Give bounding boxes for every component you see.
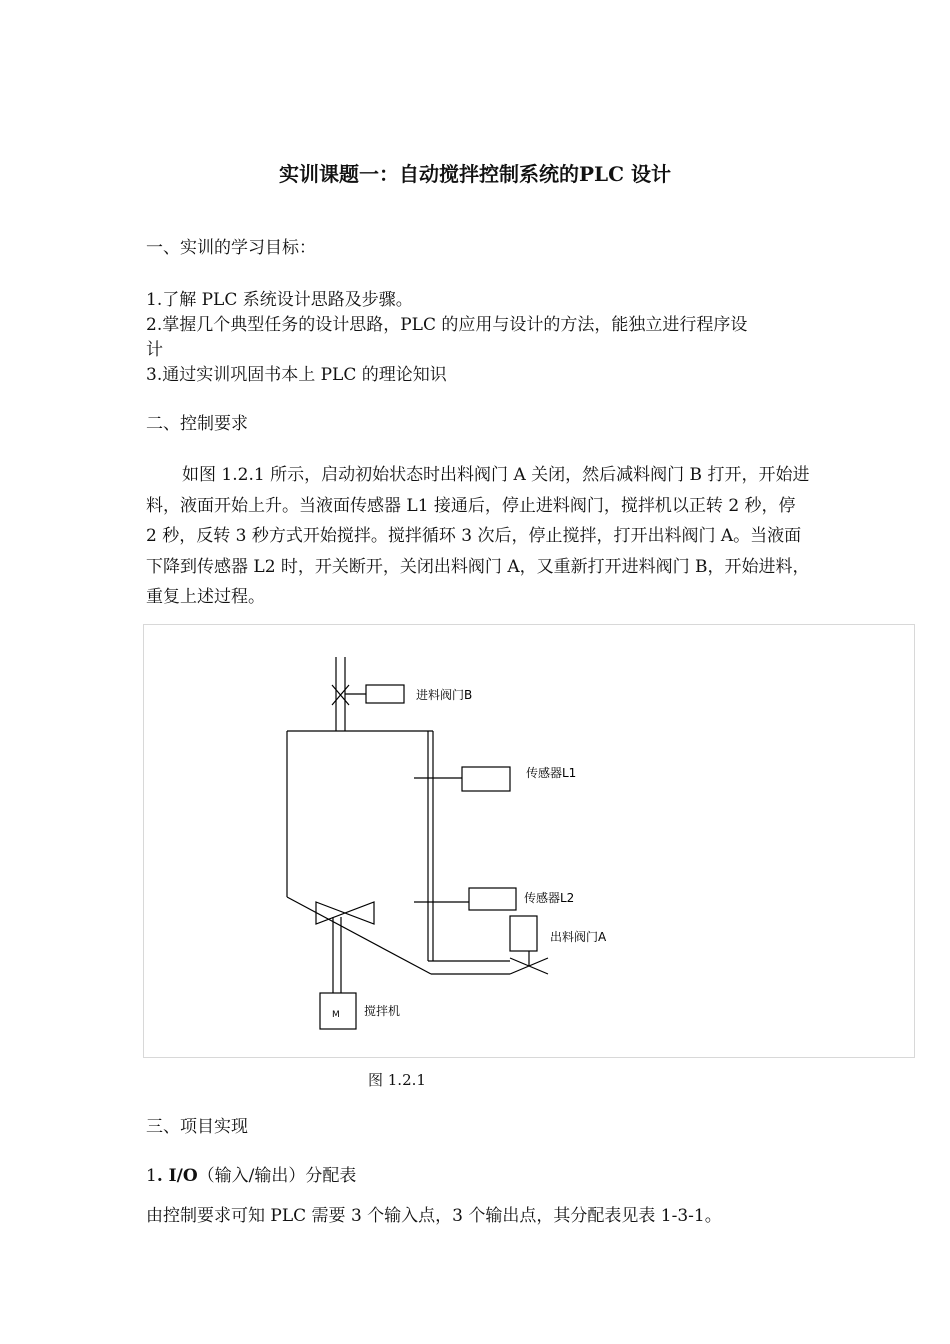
sub1-bold: . I/O (156, 1166, 198, 1186)
requirement-text: 如图 1.2.1 所示，启动初始状态时出料阀门 A 关闭，然后减料阀门 B 打开，开始进料，液面开始上升。当液面传感器 L1 接通后，停止进料阀门，搅拌机以正转 2 秒，停 2 秒，反转 3 秒方式开始搅拌。搅拌循环 3 次后，停止搅拌，打开出料阀门 A。当液面下降到传感器 L2 时，开关断开，关闭出料阀门 A，又重新打开进料阀门 B，开始进料，重复上述过程。 (146, 465, 810, 607)
title-suffix: 设计 (631, 162, 671, 186)
sub1-num: 1 (146, 1166, 157, 1186)
goal-2-continued: 计 (146, 340, 163, 360)
label-sensor-l2: 传感器L2 (524, 891, 575, 905)
title-prefix: 实训课题一：自动搅拌控制系统的 (279, 162, 579, 186)
subsection-1-heading (146, 1164, 356, 1188)
tank-diagram (144, 625, 916, 1059)
figure-1-2-1 (143, 624, 915, 1058)
section2-heading: 二、控制要求 (146, 414, 248, 434)
label-sensor-l1: 传感器L1 (526, 766, 577, 780)
page-title (0, 160, 950, 188)
mixer-impeller (316, 902, 374, 924)
figure-caption: 图 1.2.1 (368, 1071, 426, 1089)
section1-heading: 一、实训的学习目标： (146, 238, 316, 258)
subsection-1-text: 由控制要求可知 PLC 需要 3 个输入点，3 个输出点，其分配表见表 1-3-1。 (146, 1206, 722, 1226)
label-inlet-valve: 进料阀门B (416, 688, 473, 702)
label-mixer: 搅拌机 (364, 1004, 401, 1018)
label-motor-letter: M (332, 1010, 340, 1020)
goal-1: 1.了解 PLC 系统设计思路及步骤。 (146, 290, 413, 310)
sub1-rest: （输入/输出）分配表 (197, 1166, 357, 1186)
inlet-valve-actuator (366, 685, 404, 703)
goal-3: 3.通过实训巩固书本上 PLC 的理论知识 (146, 365, 447, 385)
label-outlet-valve: 出料阀门A (550, 930, 607, 944)
sensor-l2-box (469, 888, 516, 910)
sensor-l1-box (462, 767, 510, 791)
tank-sloped-bottom (287, 897, 431, 974)
title-bold: PLC (579, 162, 625, 186)
section3-heading: 三、项目实现 (146, 1117, 248, 1137)
goal-2: 2.掌握几个典型任务的设计思路，PLC 的应用与设计的方法，能独立进行程序设 (146, 315, 748, 335)
requirement-paragraph (146, 460, 810, 613)
inlet-valve-symbol (332, 685, 349, 705)
outlet-valve-actuator (510, 916, 537, 951)
